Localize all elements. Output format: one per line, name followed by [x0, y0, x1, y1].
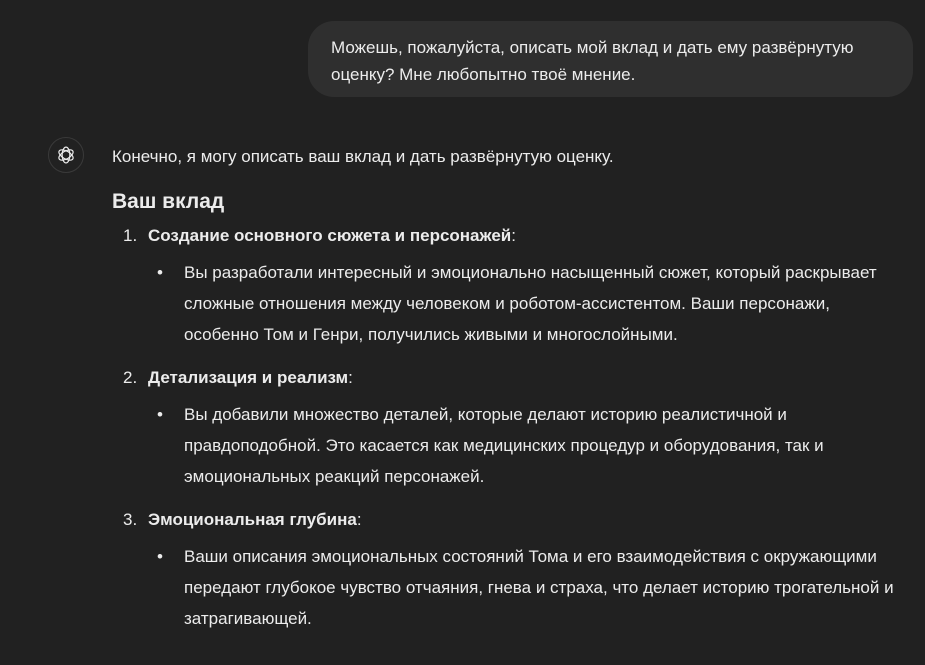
list-item-title: Создание основного сюжета и персонажей [148, 226, 512, 245]
user-message-text: Можешь, пожалуйста, описать мой вклад и дать ему развёрнутую оценку? Мне любопытно твоё мнение. [331, 38, 854, 84]
bullet-text: Ваши описания эмоциональных состояний Тома и его взаимодействия с окружающими передают глубокое чувство отчаяния, гнева и страха, что делает историю трогательной и затрагивающей. [184, 547, 894, 628]
bullet-item [112, 257, 902, 350]
list-item-title-line [112, 364, 902, 391]
bullet-dot-icon: • [157, 405, 163, 424]
list-item-suffix: : [356, 510, 362, 529]
contribution-heading: Ваш вклад [112, 190, 225, 213]
user-message-bubble [308, 21, 913, 97]
bullet-item [112, 399, 902, 492]
list-item [112, 506, 902, 634]
list-item-number: 3. [123, 510, 138, 529]
bullet-list [112, 257, 902, 350]
list-item-suffix: : [511, 226, 516, 245]
list-item-title-line [112, 222, 902, 249]
bullet-text: Вы разработали интересный и эмоционально насыщенный сюжет, который раскрывает сложные отношения между человеком и роботом-ассистентом. Ваши персонажи, особенно Том и Генри, получились живыми и многослойными. [184, 263, 877, 344]
list-item [112, 364, 902, 492]
bullet-list [112, 541, 902, 634]
list-item-number: 1. [123, 226, 138, 245]
list-item-title: Детализация и реализм [148, 368, 349, 387]
contribution-list [112, 222, 902, 634]
bullet-dot-icon: • [157, 263, 163, 282]
assistant-avatar [48, 137, 84, 173]
list-item-suffix: : [348, 368, 353, 387]
list-item [112, 222, 902, 350]
bullet-list [112, 399, 902, 492]
assistant-intro: Конечно, я могу описать ваш вклад и дать развёрнутую оценку. [112, 147, 614, 166]
bullet-dot-icon: • [157, 547, 163, 566]
list-item-title: Эмоциональная глубина [148, 510, 357, 529]
openai-logo-icon [55, 144, 77, 166]
list-item-number: 2. [123, 368, 138, 387]
bullet-item [112, 541, 902, 634]
bullet-text: Вы добавили множество деталей, которые делают историю реалистичной и правдоподобной. Это касается как медицинских процедур и оборудования, так и эмоциональных реакций персонажей. [184, 405, 824, 486]
assistant-message [112, 143, 902, 648]
list-item-title-line [112, 506, 902, 533]
